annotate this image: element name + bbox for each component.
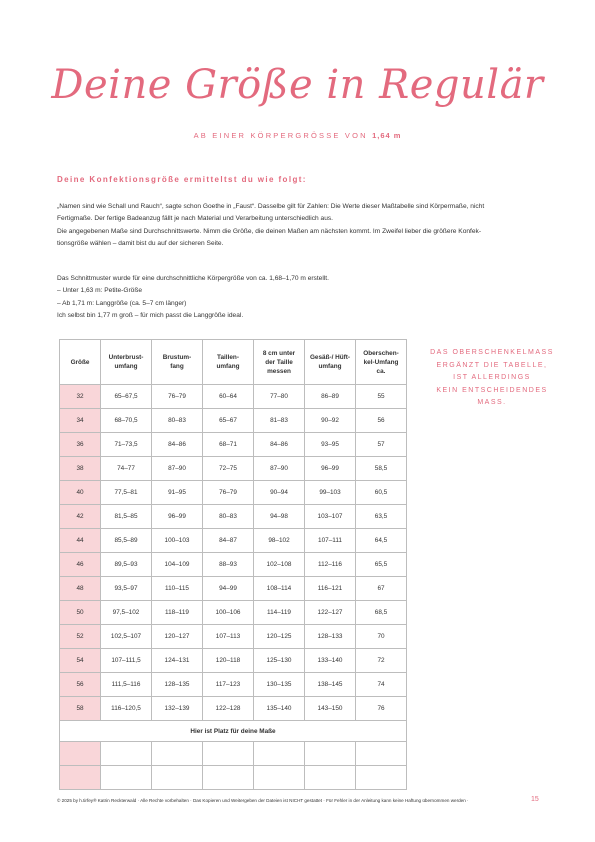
measurement-cell: 130–135 — [254, 673, 305, 697]
measurement-cell: 132–139 — [152, 697, 203, 721]
measurement-cell: 64,5 — [356, 529, 407, 553]
measurement-cell: 120–118 — [203, 649, 254, 673]
column-header-line: Gesäß-/ Hüft- — [309, 354, 351, 361]
measurement-cell: 124–131 — [152, 649, 203, 673]
copyright-footer: © 2025 by h.tirfey® Katrin Reckterwald · Alle Rechte vorbehalten · Das Kopieren und Weitergeben der Dateien ist NICHT gestattet · Für Fehler in der Anleitung kann keine Haftung übernommen werden · — [57, 798, 469, 803]
table-row — [60, 649, 407, 673]
size-cell: 32 — [60, 385, 101, 409]
measurement-cell: 116–120,5 — [101, 697, 152, 721]
size-cell: 48 — [60, 577, 101, 601]
measurement-cell: 99–103 — [305, 481, 356, 505]
column-header-line: Taillen- — [217, 354, 239, 361]
size-cell: 38 — [60, 457, 101, 481]
empty-cell — [356, 742, 407, 766]
measurement-cell: 93–95 — [305, 433, 356, 457]
empty-cell — [203, 766, 254, 790]
measurement-cell: 68–70,5 — [101, 409, 152, 433]
measurement-cell: 65–67,5 — [101, 385, 152, 409]
measurement-cell: 57 — [356, 433, 407, 457]
measurement-cell: 107–111,5 — [101, 649, 152, 673]
page-subtitle — [0, 131, 595, 140]
measurement-cell: 84–86 — [152, 433, 203, 457]
measurement-cell: 70 — [356, 625, 407, 649]
empty-cell — [254, 766, 305, 790]
measurement-cell: 74 — [356, 673, 407, 697]
column-header-line: der Taille — [265, 358, 293, 366]
side-note — [416, 347, 568, 410]
size-cell: 44 — [60, 529, 101, 553]
column-header-line: Größe — [70, 358, 90, 366]
subtitle-height-value: 1,64 m — [372, 131, 402, 140]
empty-measurement-row — [60, 742, 407, 766]
measurement-cell: 128–135 — [152, 673, 203, 697]
column-header — [152, 340, 203, 385]
measurement-cell: 96–99 — [305, 457, 356, 481]
column-header-line: umfang — [216, 363, 240, 370]
measurement-cell: 85,5–89 — [101, 529, 152, 553]
table-body — [60, 385, 407, 790]
measurement-cell: 76–79 — [152, 385, 203, 409]
measurement-cell: 104–109 — [152, 553, 203, 577]
measurement-cell: 135–140 — [254, 697, 305, 721]
height-line: – Ab 1,71 m: Langgröße (ca. 5–7 cm länger) — [57, 299, 187, 307]
measurement-cell: 98–102 — [254, 529, 305, 553]
measurement-cell: 94–98 — [254, 505, 305, 529]
empty-cell — [356, 766, 407, 790]
measurement-cell: 56 — [356, 409, 407, 433]
size-cell: 36 — [60, 433, 101, 457]
measurement-cell: 65,5 — [356, 553, 407, 577]
measurement-cell: 76–79 — [203, 481, 254, 505]
table-row — [60, 553, 407, 577]
measurement-cell: 93,5–97 — [101, 577, 152, 601]
size-cell: 46 — [60, 553, 101, 577]
measurement-cell: 117–123 — [203, 673, 254, 697]
measurement-cell: 114–119 — [254, 601, 305, 625]
measurement-cell: 80–83 — [203, 505, 254, 529]
table-row — [60, 481, 407, 505]
measurement-cell: 103–107 — [305, 505, 356, 529]
empty-cell — [60, 742, 101, 766]
empty-cell — [101, 766, 152, 790]
table-row — [60, 697, 407, 721]
size-cell: 50 — [60, 601, 101, 625]
intro-line: „Namen sind wie Schall und Rauch“, sagte schon Goethe in „Faust“. Dasselbe gilt für Zahlen: Die Werte dieser Maßtabelle sind Körpermaße, nicht — [57, 203, 485, 210]
measurement-cell: 76 — [356, 697, 407, 721]
column-header-line: kel-Umfang — [363, 358, 399, 366]
page-number: 15 — [531, 796, 539, 803]
size-cell: 34 — [60, 409, 101, 433]
intro-line: Fertigmaße. Der fertige Badeanzug fällt je nach Material und Verarbeitung unterschiedlich aus. — [57, 215, 333, 223]
column-header-line: ca. — [376, 367, 386, 375]
measurement-cell: 102,5–107 — [101, 625, 152, 649]
measurement-cell: 138–145 — [305, 673, 356, 697]
empty-cell — [152, 766, 203, 790]
column-header-line: fang — [170, 363, 184, 370]
measurement-cell: 110–115 — [152, 577, 203, 601]
measurement-cell: 120–125 — [254, 625, 305, 649]
measurement-cell: 120–127 — [152, 625, 203, 649]
measurement-cell: 112–116 — [305, 553, 356, 577]
column-header — [356, 340, 407, 385]
height-line: Ich selbst bin 1,77 m groß – für mich passt die Langgröße ideal. — [57, 311, 244, 319]
measurement-cell: 84–86 — [254, 433, 305, 457]
size-cell: 52 — [60, 625, 101, 649]
measurement-cell: 102–108 — [254, 553, 305, 577]
subtitle-prefix: AB EINER KÖRPERGRÖSSE VON — [193, 131, 368, 140]
column-header-line: Brustum- — [162, 354, 192, 361]
measurement-cell: 118–119 — [152, 601, 203, 625]
measurement-cell: 108–114 — [254, 577, 305, 601]
table-row — [60, 409, 407, 433]
column-header-line: 8 cm unter — [262, 349, 296, 357]
measurement-cell: 91–95 — [152, 481, 203, 505]
size-cell: 58 — [60, 697, 101, 721]
table-row — [60, 673, 407, 697]
measurement-cell: 116–121 — [305, 577, 356, 601]
measurement-cell: 77–80 — [254, 385, 305, 409]
measurement-cell: 100–106 — [203, 601, 254, 625]
measurement-cell: 143–150 — [305, 697, 356, 721]
measurement-cell: 97,5–102 — [101, 601, 152, 625]
measurement-cell: 87–90 — [254, 457, 305, 481]
measurement-cell: 74–77 — [101, 457, 152, 481]
placeholder-label-row — [60, 721, 407, 742]
side-note-line: ERGÄNZT DIE TABELLE, — [436, 361, 548, 369]
column-header — [305, 340, 356, 385]
column-header-line: umfang — [114, 363, 138, 370]
column-header — [254, 340, 305, 385]
measurement-cell: 81–83 — [254, 409, 305, 433]
measurement-cell: 107–113 — [203, 625, 254, 649]
placeholder-label: Hier ist Platz für deine Maße — [60, 721, 407, 742]
measurement-cell: 84–87 — [203, 529, 254, 553]
column-header — [101, 340, 152, 385]
measurement-cell: 65–67 — [203, 409, 254, 433]
empty-cell — [254, 742, 305, 766]
measurement-cell: 81,5–85 — [101, 505, 152, 529]
measurement-cell: 88–93 — [203, 553, 254, 577]
table-row — [60, 529, 407, 553]
column-header-line: Unterbrust- — [108, 354, 144, 361]
section-heading: Deine Konfektionsgröße ermitteltst du wie folgt: — [57, 175, 307, 184]
measurement-cell: 72–75 — [203, 457, 254, 481]
empty-cell — [203, 742, 254, 766]
measurement-cell: 68,5 — [356, 601, 407, 625]
column-header — [203, 340, 254, 385]
table-row — [60, 505, 407, 529]
measurement-cell: 87–90 — [152, 457, 203, 481]
measurement-cell: 90–94 — [254, 481, 305, 505]
measurement-cell: 111,5–116 — [101, 673, 152, 697]
side-note-line: KEIN ENTSCHEIDENDES — [436, 386, 548, 394]
empty-cell — [305, 766, 356, 790]
height-line: Das Schnittmuster wurde für eine durchschnittliche Körpergröße von ca. 1,68–1,70 m erstellt. — [57, 275, 329, 282]
measurement-cell: 128–133 — [305, 625, 356, 649]
column-header-line: Oberschen- — [363, 349, 399, 357]
measurement-cell: 60,5 — [356, 481, 407, 505]
measurement-cell: 94–99 — [203, 577, 254, 601]
measurement-cell: 71–73,5 — [101, 433, 152, 457]
measurement-cell: 122–128 — [203, 697, 254, 721]
measurement-cell: 122–127 — [305, 601, 356, 625]
empty-cell — [101, 742, 152, 766]
measurement-cell: 67 — [356, 577, 407, 601]
column-header-line: umfang — [318, 363, 342, 370]
column-header — [60, 340, 101, 385]
empty-cell — [152, 742, 203, 766]
intro-line: tionsgröße wählen – damit bist du auf der sicheren Seite. — [57, 239, 224, 247]
size-cell: 42 — [60, 505, 101, 529]
measurement-cell: 63,5 — [356, 505, 407, 529]
measurement-cell: 77,5–81 — [101, 481, 152, 505]
measurement-cell: 90–92 — [305, 409, 356, 433]
size-table — [59, 339, 407, 790]
table-row — [60, 385, 407, 409]
empty-cell — [60, 766, 101, 790]
table-row — [60, 577, 407, 601]
measurement-cell: 72 — [356, 649, 407, 673]
empty-cell — [305, 742, 356, 766]
measurement-cell: 89,5–93 — [101, 553, 152, 577]
height-paragraph — [57, 273, 537, 322]
measurement-cell: 100–103 — [152, 529, 203, 553]
measurement-cell: 58,5 — [356, 457, 407, 481]
size-cell: 54 — [60, 649, 101, 673]
measurement-cell: 107–111 — [305, 529, 356, 553]
size-cell: 56 — [60, 673, 101, 697]
side-note-line: IST ALLERDINGS — [453, 374, 531, 381]
measurement-cell: 80–83 — [152, 409, 203, 433]
side-note-line: DAS OBERSCHENKELMASS — [430, 349, 554, 356]
table-row — [60, 601, 407, 625]
table-row — [60, 457, 407, 481]
measurement-cell: 68–71 — [203, 433, 254, 457]
height-line: – Unter 1,63 m: Petite-Größe — [57, 287, 143, 295]
table-header-row — [60, 340, 407, 385]
side-note-line: MASS. — [477, 399, 507, 406]
column-header-line: messen — [267, 367, 291, 375]
page-title: Deine Größe in Regulär — [51, 62, 544, 108]
measurement-cell: 96–99 — [152, 505, 203, 529]
table-row — [60, 625, 407, 649]
empty-measurement-row — [60, 766, 407, 790]
measurement-cell: 133–140 — [305, 649, 356, 673]
intro-line: Die angegebenen Maße sind Durchschnittswerte. Nimm die Größe, die deinen Maßen am nächsten kommt. Im Zweifel lieber die größere Konfek- — [57, 227, 482, 235]
measurement-cell: 86–89 — [305, 385, 356, 409]
measurement-cell: 60–64 — [203, 385, 254, 409]
size-cell: 40 — [60, 481, 101, 505]
measurement-cell: 55 — [356, 385, 407, 409]
intro-paragraph — [57, 201, 537, 250]
measurement-cell: 125–130 — [254, 649, 305, 673]
table-row — [60, 433, 407, 457]
